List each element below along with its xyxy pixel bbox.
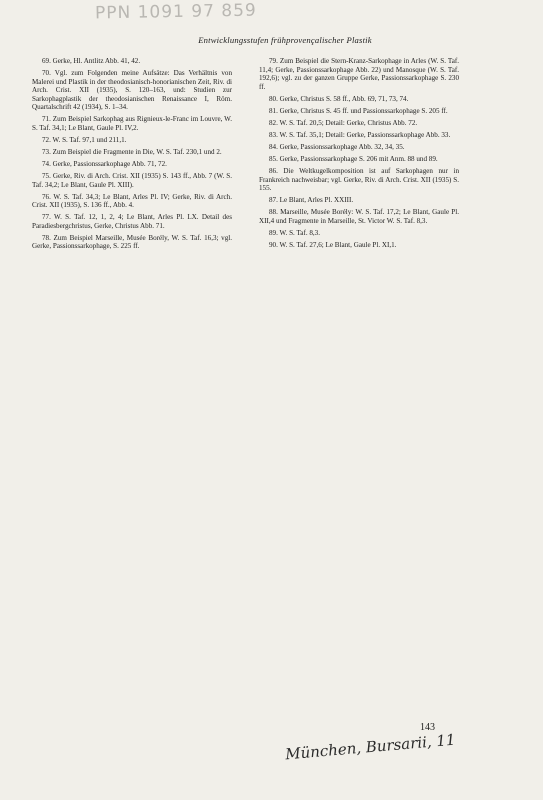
page-number: 143 bbox=[420, 722, 435, 733]
footnote: 73. Zum Beispiel die Fragmente in Die, W. S. Taf. 230,1 und 2. bbox=[42, 147, 222, 156]
footnote: 80. Gerke, Christus S. 58 ff., Abb. 69, 71, 73, 74. bbox=[269, 94, 409, 103]
footnote: 74. Gerke, Passionssarkophage Abb. 71, 72. bbox=[42, 159, 167, 168]
footnote: 90. W. S. Taf. 27,6; Le Blant, Gaule Pl. XI,1. bbox=[269, 241, 397, 250]
footnote: 69. Gerke, Hl. Antlitz Abb. 41, 42. bbox=[42, 57, 141, 65]
footnote: 82. W. S. Taf. 20,5; Detail: Gerke, Christus Abb. 72. bbox=[269, 118, 418, 127]
footnote: 70. Vgl. zum Folgenden meine Aufsätze: Das Verhältnis von Malerei und Plastik in der theodosianisch-honorianischen Zeit, Riv. di Arch. Crist. XII (1935), S. 120–163, und: Studien zur Sarkophagplastik der theodosianischen Renaissance I, Röm. Quartalschrift 42 (1934), S. 1–34. bbox=[32, 69, 232, 112]
footnote: 77. W. S. Taf. 12, 1, 2, 4; Le Blant, Arles Pl. LX. Detail des Paradiesbergchristus, Gerke, Christus Abb. 71. bbox=[32, 213, 232, 230]
footnote: 89. W. S. Taf. 8,3. bbox=[269, 228, 321, 237]
library-stamp: PPN 1091 97 859 bbox=[94, 0, 257, 24]
footnote: 83. W. S. Taf. 35,1; Detail: Gerke, Passionssarkophage Abb. 33. bbox=[269, 130, 451, 139]
footnote: 87. Le Blant, Arles Pl. XXIII. bbox=[269, 196, 354, 205]
footnote: 79. Zum Beispiel die Stern-Kranz-Sarkophage in Arles (W. S. Taf. 11,4; Gerke, Passionssarkophage Abb. 22) und Manosque (W. S. Taf. 192,6); vgl. zu der ganzen Gruppe Gerke, Passionssarkophage S. 230 ff. bbox=[259, 57, 459, 91]
footnote: 72. W. S. Taf. 97,1 und 211,1. bbox=[42, 135, 127, 144]
footnotes-right-column bbox=[259, 57, 459, 253]
footnote: 75. Gerke, Riv. di Arch. Crist. XII (1935) S. 143 ff., Abb. 7 (W. S. Taf. 34,2; Le Blant, Gaule Pl. XIII). bbox=[32, 172, 232, 189]
footnote: 88. Marseille, Musée Borély: W. S. Taf. 17,2; Le Blant, Gaule Pl. XII,4 und Fragmente in Marseille, St. Victor W. S. Taf. 8,3. bbox=[259, 208, 459, 225]
handwritten-signature: München, Bursarii, 11 bbox=[284, 730, 457, 764]
footnote: 86. Die Weltkugelkomposition ist auf Sarkophagen nur in Frankreich nachweisbar; vgl. Gerke, Riv. di Arch. Crist. XII (1935) S. 155. bbox=[259, 167, 459, 193]
footnote: 71. Zum Beispiel Sarkophag aus Rignieux-le-Franc im Louvre, W. S. Taf. 34,1; Le Blant, Gaule Pl. IV,2. bbox=[32, 115, 232, 132]
running-header: Entwicklungsstufen frühprovençalischer Plastik bbox=[198, 35, 372, 45]
footnotes-left-column bbox=[32, 57, 232, 254]
footnote: 85. Gerke, Passionssarkophage S. 206 mit Anm. 88 und 89. bbox=[269, 155, 438, 164]
footnote: 76. W. S. Taf. 34,3; Le Blant, Arles Pl. IV; Gerke, Riv. di Arch. Crist. XII (1935), S. 136 ff., Abb. 4. bbox=[32, 192, 232, 210]
footnote: 78. Zum Beispiel Marseille, Musée Borély, W. S. Taf. 16,3; vgl. Gerke, Passionssarkophage, S. 225 ff. bbox=[32, 233, 232, 251]
footnote: 84. Gerke, Passionssarkophage Abb. 32, 34, 35. bbox=[269, 142, 405, 151]
footnote: 81. Gerke, Christus S. 45 ff. und Passionssarkophage S. 205 ff. bbox=[269, 106, 448, 115]
